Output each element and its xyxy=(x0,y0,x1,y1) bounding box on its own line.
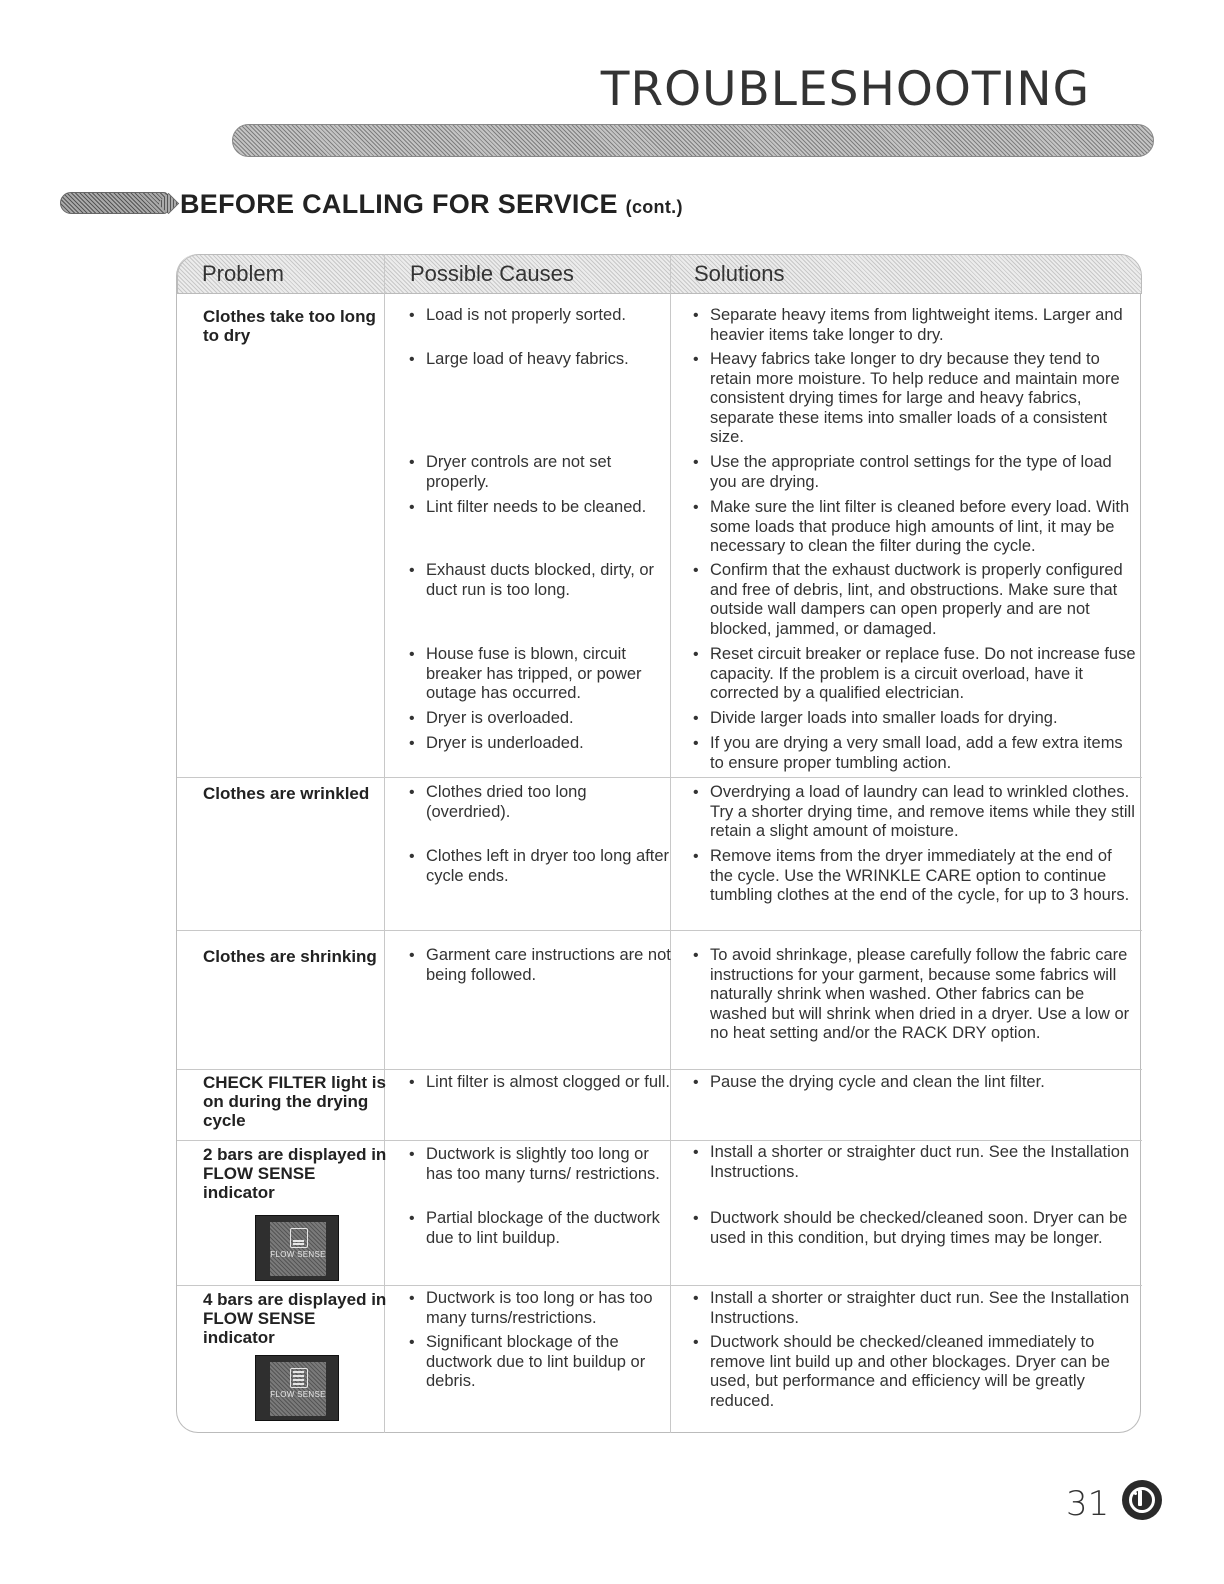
section-title-suffix: (cont.) xyxy=(625,197,683,217)
column-header-problem: Problem xyxy=(202,261,284,286)
cause-item: • Load is not properly sorted. xyxy=(407,306,675,326)
row-divider xyxy=(177,1140,1142,1141)
solution-item: • Use the appropriate control settings for the type of load you are drying. xyxy=(691,453,1139,492)
solution-item: • Separate heavy items from lightweight items. Larger and heavier items take longer to dry. xyxy=(691,306,1139,345)
section-title xyxy=(180,189,683,220)
cause-item: • House fuse is blown, circuit breaker has tripped, or power outage has occurred. xyxy=(407,645,675,704)
flow-sense-bars-icon xyxy=(290,1228,308,1248)
page-number: 31 xyxy=(1066,1484,1110,1524)
row-divider xyxy=(177,1285,1142,1286)
page-header-title: TROUBLESHOOTING xyxy=(600,62,1090,117)
flow-sense-icon-panel xyxy=(270,1222,326,1276)
solution-item: • Confirm that the exhaust ductwork is properly configured and free of debris, lint, and obstructions. Make sure that outside wall dampers can open properly and are not blocked, jammed, or damaged. xyxy=(691,561,1139,639)
column-divider xyxy=(384,254,385,1433)
flow-sense-bar xyxy=(293,1375,304,1377)
flow-sense-bar xyxy=(293,1371,304,1373)
solution-item: • Pause the drying cycle and clean the lint filter. xyxy=(691,1073,1139,1093)
row-divider xyxy=(177,930,1142,931)
solution-item: • Heavy fabrics take longer to dry because they tend to retain more moisture. To help reduce and maintain more consistent drying times for large and heavy fabrics, separate these items into smaller loads of a consistent size. xyxy=(691,350,1139,448)
problem-label: Clothes take too long to dry xyxy=(203,307,376,345)
solution-item: • Reset circuit breaker or replace fuse. Do not increase fuse capacity. If the problem is a circuit overload, have it corrected by a qualified electrician. xyxy=(691,645,1139,704)
column-divider xyxy=(670,254,671,1433)
cause-item: • Exhaust ducts blocked, dirty, or duct run is too long. xyxy=(407,561,675,600)
flow-sense-label: FLOW SENSE xyxy=(270,1250,326,1259)
solution-item: • Install a shorter or straighter duct run. See the Installation Instructions. xyxy=(691,1143,1139,1182)
solution-item: • Ductwork should be checked/cleaned soon. Dryer can be used in this condition, but drying times may be longer. xyxy=(691,1209,1139,1248)
cause-item: • Clothes dried too long (overdried). xyxy=(407,783,675,822)
column-header-solutions: Solutions xyxy=(694,261,785,286)
cause-item: • Lint filter needs to be cleaned. xyxy=(407,498,675,518)
solution-item: • Divide larger loads into smaller loads for drying. xyxy=(691,709,1139,729)
solution-item: • Remove items from the dryer immediately at the end of the cycle. Use the WRINKLE CARE option to continue tumbling clothes at the end of the cycle, for up to 3 hours. xyxy=(691,847,1139,906)
troubleshooting-table xyxy=(176,254,1141,1433)
solution-item: • If you are drying a very small load, add a few extra items to ensure proper tumbling action. xyxy=(691,734,1139,773)
cause-item: • Ductwork is slightly too long or has too many turns/ restrictions. xyxy=(407,1145,675,1184)
solution-item: • Install a shorter or straighter duct run. See the Installation Instructions. xyxy=(691,1289,1139,1328)
problem-label: Clothes are shrinking xyxy=(203,947,377,966)
section-arrow-icon xyxy=(60,192,168,214)
solution-item: • Ductwork should be checked/cleaned immediately to remove lint build up and other blockages. Dryer can be used, but performance and efficiency will be greatly reduced. xyxy=(691,1333,1139,1411)
solution-item: • Make sure the lint filter is cleaned before every load. With some loads that produce high amounts of lint, it may be necessary to clean the filter during the cycle. xyxy=(691,498,1139,557)
cause-item: • Ductwork is too long or has too many turns/restrictions. xyxy=(407,1289,675,1328)
problem-label: 2 bars are displayed in FLOW SENSE indicator xyxy=(203,1145,387,1202)
flow-sense-bar xyxy=(293,1243,304,1245)
row-divider xyxy=(177,777,1142,778)
cause-item: • Dryer is overloaded. xyxy=(407,709,675,729)
flow-sense-bar xyxy=(293,1379,304,1381)
solution-item: • Overdrying a load of laundry can lead to wrinkled clothes. Try a shorter drying time, and remove items while they still retain a slight amount of moisture. xyxy=(691,783,1139,842)
section-title-text: BEFORE CALLING FOR SERVICE xyxy=(180,189,618,219)
cause-item: • Dryer is underloaded. xyxy=(407,734,675,754)
flow-sense-bar xyxy=(293,1383,304,1385)
cause-item: • Lint filter is almost clogged or full. xyxy=(407,1073,675,1093)
cause-item: • Dryer controls are not set properly. xyxy=(407,453,675,492)
cause-item: • Large load of heavy fabrics. xyxy=(407,350,675,370)
cause-item: • Significant blockage of the ductwork due to lint buildup or debris. xyxy=(407,1333,675,1392)
column-header-causes: Possible Causes xyxy=(410,261,574,286)
problem-label: 4 bars are displayed in FLOW SENSE indicator xyxy=(203,1290,387,1347)
flow-sense-bar xyxy=(293,1240,304,1242)
flow-sense-label: FLOW SENSE xyxy=(270,1390,326,1399)
solution-item: • To avoid shrinkage, please carefully follow the fabric care instructions for your garment, because some fabrics will naturally shrink when washed. Other fabrics can be washed but will shrink when dried in a dryer. Use a low or no heat setting and/or the RACK DRY option. xyxy=(691,946,1139,1044)
problem-label: CHECK FILTER light is on during the drying cycle xyxy=(203,1073,386,1130)
table-header xyxy=(177,254,1142,294)
lg-logo-icon xyxy=(1122,1480,1162,1520)
lg-logo-dot xyxy=(1134,1492,1137,1495)
cause-item: • Partial blockage of the ductwork due to lint buildup. xyxy=(407,1209,675,1248)
header-decorative-bar xyxy=(232,124,1154,157)
flow-sense-bars-icon xyxy=(290,1368,308,1388)
row-divider xyxy=(177,1069,1142,1070)
cause-item: • Garment care instructions are not being followed. xyxy=(407,946,675,985)
flow-sense-indicator xyxy=(255,1215,339,1281)
flow-sense-icon-panel xyxy=(270,1362,326,1416)
flow-sense-indicator xyxy=(255,1355,339,1421)
cause-item: • Clothes left in dryer too long after cycle ends. xyxy=(407,847,675,886)
problem-label: Clothes are wrinkled xyxy=(203,784,370,803)
